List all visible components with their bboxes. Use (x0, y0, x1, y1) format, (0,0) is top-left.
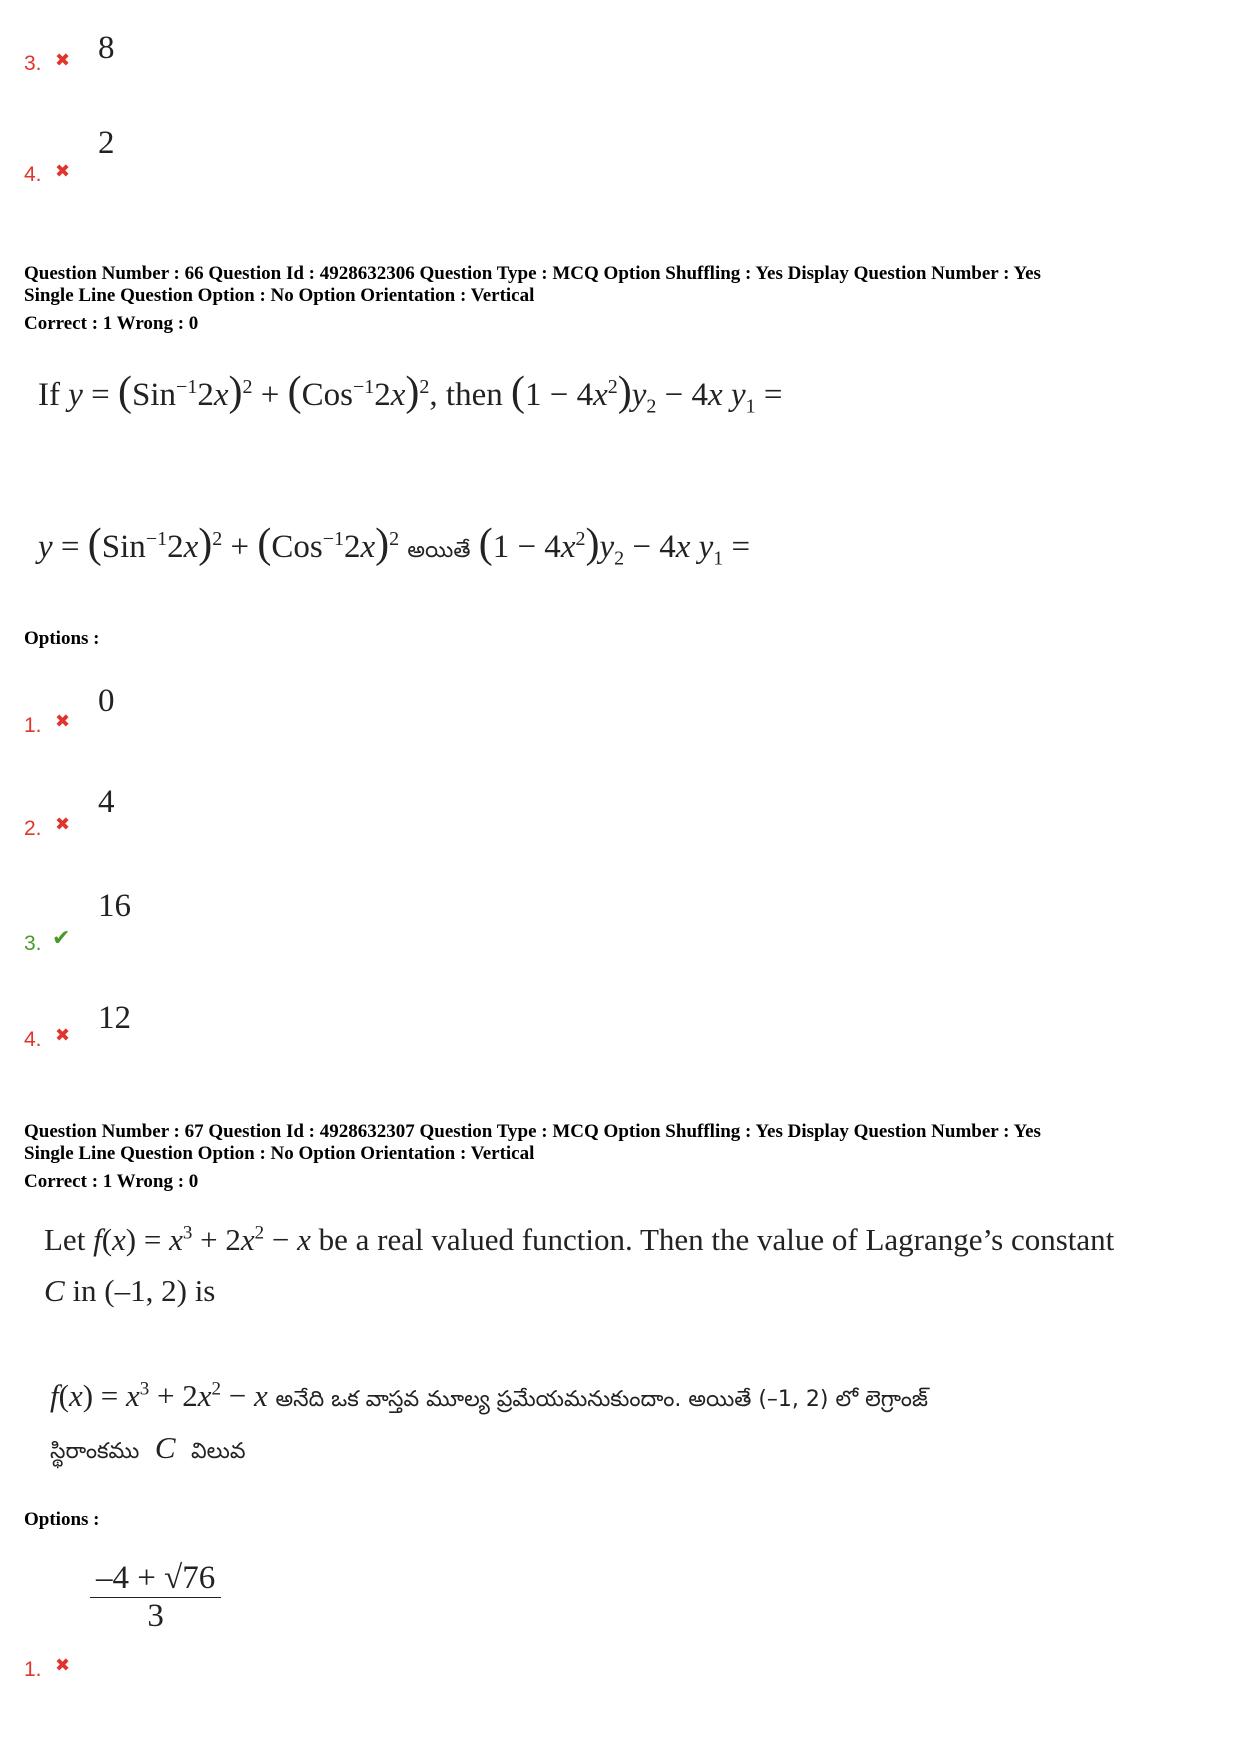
question-text-telugu-line2: స్థిరాంకము C విలువ (50, 1430, 246, 1465)
option-number: 4. (24, 163, 42, 186)
question-text-english-line2: C in (–1, 2) is (44, 1273, 216, 1308)
cross-icon: ✖ (55, 711, 71, 732)
option-number: 1. (24, 714, 42, 737)
option-number: 1. (24, 1658, 42, 1681)
cross-icon: ✖ (55, 50, 71, 71)
option-value: 4 (98, 784, 115, 820)
question-meta: Question Number : 66 Question Id : 4928632306 Question Type : MCQ Option Shuffling : Yes Display Question Number : Yes (24, 263, 1041, 284)
option-value: 16 (98, 888, 131, 924)
cross-icon: ✖ (55, 1025, 71, 1046)
options-label: Options : (24, 1509, 100, 1530)
score-info: Correct : 1 Wrong : 0 (24, 313, 199, 334)
option-number: 2. (24, 817, 42, 840)
check-icon: ✔ (52, 926, 71, 951)
fraction-numerator: –4 + √76 (90, 1560, 221, 1598)
cross-icon: ✖ (55, 1655, 71, 1676)
options-label: Options : (24, 628, 100, 649)
cross-icon: ✖ (55, 814, 71, 835)
option-number: 4. (24, 1028, 42, 1051)
question-meta: Single Line Question Option : No Option Orientation : Vertical (24, 1143, 535, 1164)
cross-icon: ✖ (55, 161, 71, 182)
question-text-telugu: $y = (Sin^{-1}2x)^2 + (Cos^{-1}2x)^2$ అయితే $(1 - 4x^2)y_2 - 4x$ $y_1$ = (38, 521, 751, 570)
option-number: 3. (24, 932, 42, 955)
question-meta: Single Line Question Option : No Option Orientation : Vertical (24, 285, 535, 306)
question-meta: Question Number : 67 Question Id : 4928632307 Question Type : MCQ Option Shuffling : Yes Display Question Number : Yes (24, 1121, 1041, 1142)
fraction-denominator: 3 (147, 1598, 164, 1634)
question-text-english: If $y = (Sin^{-1}2x)^2 + (Cos^{-1}2x)^2$, then $(1 - 4x^2)y_2 - 4x$ $y_1$ = (38, 369, 783, 418)
option-value: 0 (98, 683, 115, 719)
score-info: Correct : 1 Wrong : 0 (24, 1171, 199, 1192)
option-value: 8 (98, 30, 115, 66)
option-value: 2 (98, 125, 115, 161)
option-number: 3. (24, 52, 42, 75)
option-value: 12 (98, 1000, 131, 1036)
question-text-telugu: $f(x) = x^3 + 2x^2 - x$ అనేది ఒక వాస్తవ మూల్య ప్రమేయమనుకుందాం. అయితే (–1, 2) లో లెగ్రాంజ్ (50, 1378, 928, 1413)
option-value-fraction (90, 1560, 221, 1635)
question-text-english: Let $f(x) = x^3 + 2x^2 - x$ be a real valued function. Then the value of Lagrange’s constant (44, 1222, 1115, 1257)
